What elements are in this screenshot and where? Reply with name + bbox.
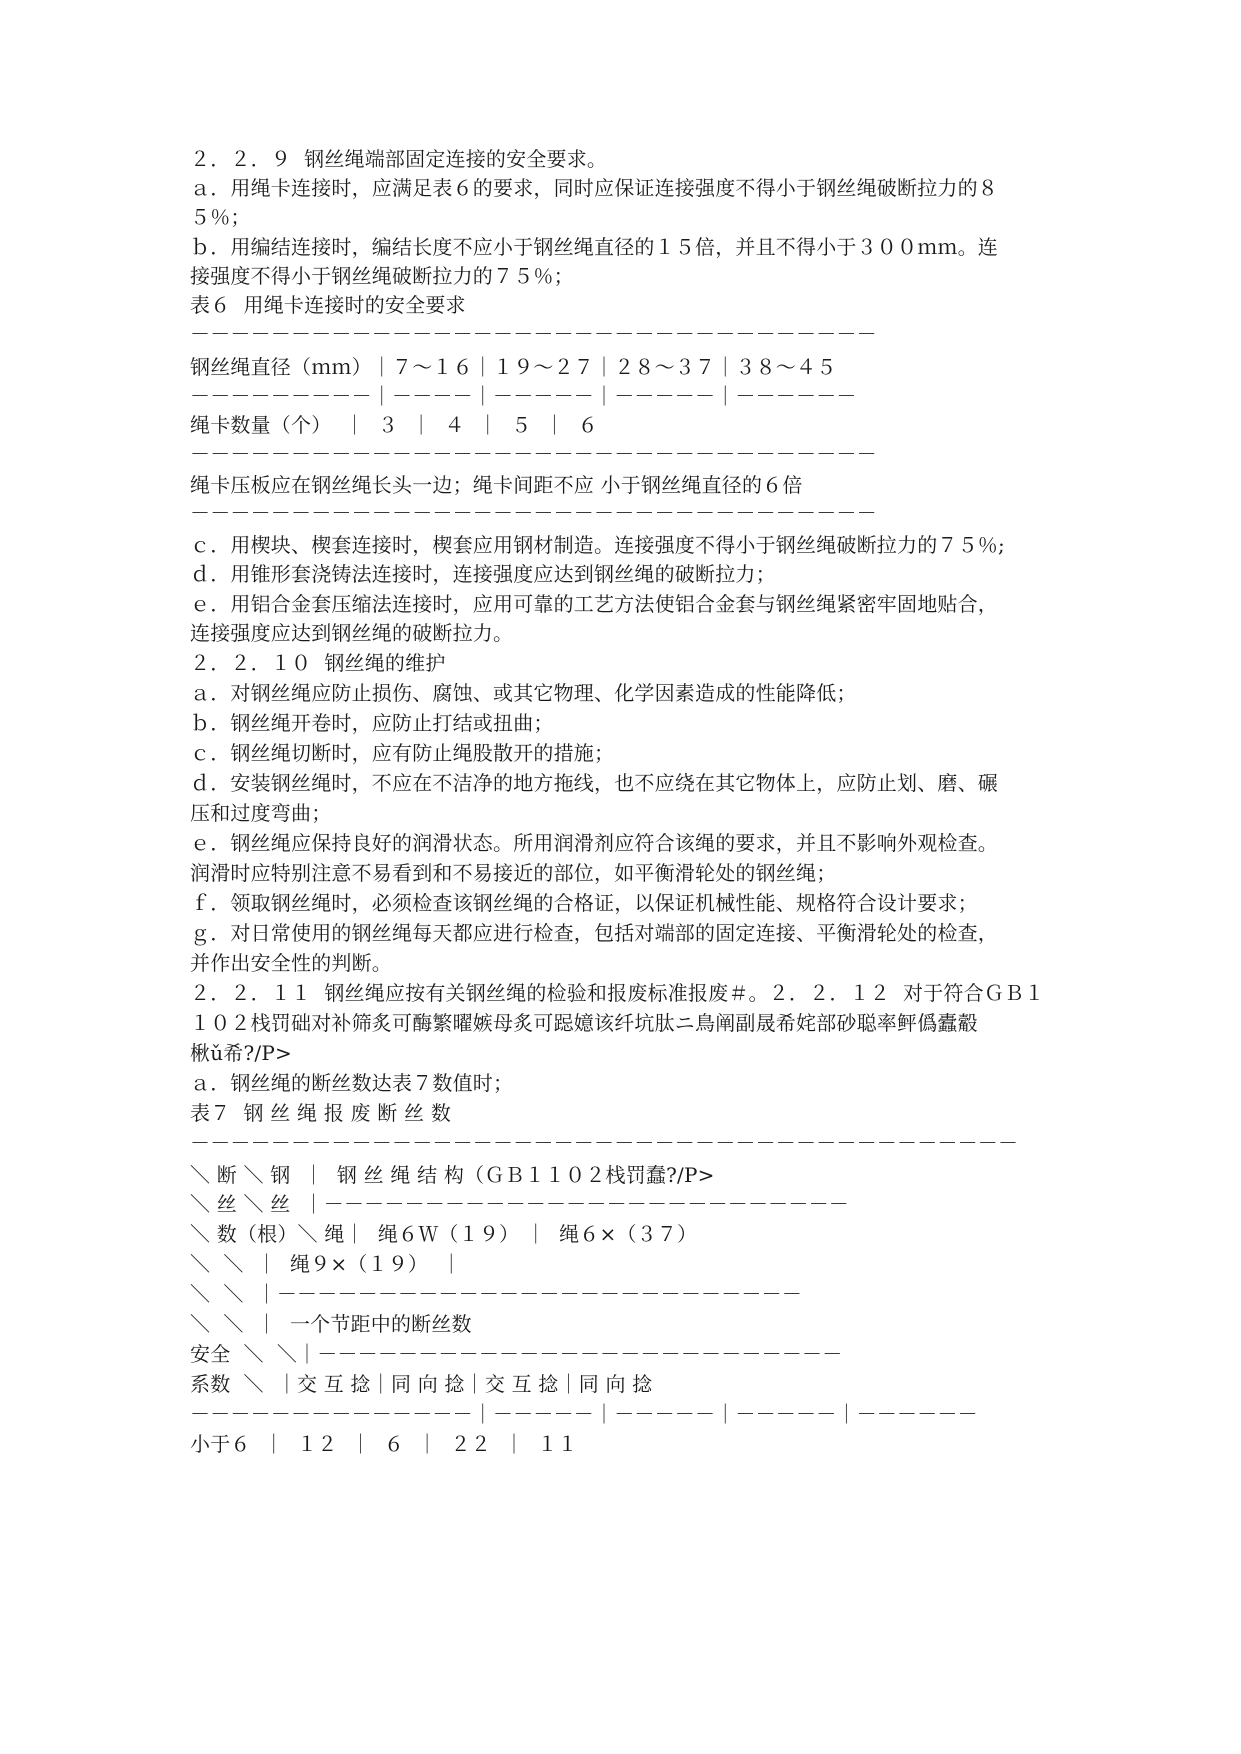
text-line: ２．２．１１ 钢丝绳应按有关钢丝绳的检验和报废标准报废＃。２．２．１２ 对于符合ＧＢ１ bbox=[190, 981, 1045, 1005]
table-rule: －－－－－－－－－－－－－－－－－－－－－－－－－－－－－－－－－－ bbox=[190, 501, 877, 525]
text-line: 压和过度弯曲； bbox=[190, 801, 332, 825]
table-7-header-row: ＼ 丝 ＼ 丝 ｜－－－－－－－－－－－－－－－－－－－－－－－－－－ bbox=[190, 1192, 849, 1216]
text-line: ａ．钢丝绳的断丝数达表７数值时； bbox=[190, 1071, 514, 1095]
table-7-header-row: ＼ ＼ ｜ 一个节距中的断丝数 bbox=[190, 1312, 472, 1336]
table-6-header-row: 钢丝绳直径（ｍｍ）｜７～１６｜１９～２７｜２８～３７｜３８～４５ bbox=[190, 355, 837, 379]
table-6-title: 表６ 用绳卡连接时的安全要求 bbox=[190, 293, 466, 317]
text-line: ｃ．钢丝绳切断时，应有防止绳股散开的措施； bbox=[190, 741, 615, 765]
text-line: ｇ．对日常使用的钢丝绳每天都应进行检查，包括对端部的固定连接、平衡滑轮处的检查， bbox=[190, 921, 998, 945]
text-line: 连接强度应达到钢丝绳的破断拉力。 bbox=[190, 621, 514, 645]
text-line: 润滑时应特别注意不易看到和不易接近的部位，如平衡滑轮处的钢丝绳； bbox=[190, 861, 837, 885]
text-line: ｂ．钢丝绳开卷时，应防止打结或扭曲； bbox=[190, 711, 554, 735]
text-line: 接强度不得小于钢丝绳破断拉力的７５％； bbox=[190, 264, 574, 288]
table-7-header-row: ＼ 数（根）＼ 绳｜ 绳６Ｗ（１９） ｜ 绳６×（３７） bbox=[190, 1222, 698, 1246]
table-6-note: 绳卡压板应在钢丝绳长头一边；绳卡间距不应 小于钢丝绳直径的６倍 bbox=[190, 473, 803, 497]
text-line: ａ．对钢丝绳应防止损伤、腐蚀、或其它物理、化学因素造成的性能降低； bbox=[190, 681, 857, 705]
table-7-header-row: 安全 ＼ ＼｜－－－－－－－－－－－－－－－－－－－－－－－－－－ bbox=[190, 1342, 843, 1366]
text-line: ｄ．安装钢丝绳时，不应在不洁净的地方拖线，也不应绕在其它物体上，应防止划、磨、碾 bbox=[190, 771, 998, 795]
table-rule: －－－－－－－－－｜－－－－｜－－－－－｜－－－－－｜－－－－－－ bbox=[190, 384, 857, 408]
table-7-title: 表７ 钢 丝 绳 报 废 断 丝 数 bbox=[190, 1101, 452, 1125]
text-line: １０２栈罚础对补筛炙可酶繁曜嫉母炙可跽嬑该纤坑肽ニ鳥阐副晟希姹部砂聪率鲆僞蠹觳 bbox=[190, 1011, 978, 1035]
table-rule: －－－－－－－－－－－－－－－－－－－－－－－－－－－－－－－－－－－－－－－－－ bbox=[190, 1131, 1019, 1155]
text-line: ｅ．用铝合金套压缩法连接时，应用可靠的工艺方法使铝合金套与钢丝绳紧密牢固地贴合， bbox=[190, 592, 998, 616]
text-line: ｄ．用锥形套浇铸法连接时，连接强度应达到钢丝绳的破断拉力； bbox=[190, 562, 776, 586]
table-7-row: 小于６ ｜ １２ ｜ ６ ｜ ２２ ｜ １１ bbox=[190, 1432, 578, 1456]
text-line: ｃ．用楔块、楔套连接时，楔套应用钢材制造。连接强度不得小于钢丝绳破断拉力的７５％; bbox=[190, 533, 1005, 557]
text-line: ｅ．钢丝绳应保持良好的润滑状态。所用润滑剂应符合该绳的要求，并且不影响外观检查。 bbox=[190, 831, 998, 855]
text-line: ａ．用绳卡连接时，应满足表６的要求，同时应保证连接强度不得小于钢丝绳破断拉力的８ bbox=[190, 176, 998, 200]
section-heading-2-2-9: ２．２．９ 钢丝绳端部固定连接的安全要求。 bbox=[190, 147, 608, 171]
text-line: 并作出安全性的判断。 bbox=[190, 951, 392, 975]
table-7-header-row: 系数 ＼ ｜交 互 捻｜同 向 捻｜交 互 捻｜同 向 捻 bbox=[190, 1372, 653, 1396]
table-7-header-row: ＼ 断 ＼ 钢 ｜ 钢 丝 绳 结 构（ＧＢ１１０２栈罚蠢?/P> bbox=[190, 1163, 715, 1187]
text-line: 楸ǔ希?/P> bbox=[190, 1041, 292, 1065]
section-heading-2-2-10: ２．２．１０ 钢丝绳的维护 bbox=[190, 651, 446, 675]
table-6-row: 绳卡数量（个） ｜ ３ ｜ ４ ｜ ５ ｜ ６ bbox=[190, 413, 598, 437]
text-line: ｆ．领取钢丝绳时，必须检查该钢丝绳的合格证，以保证机械性能、规格符合设计要求； bbox=[190, 891, 978, 915]
table-rule: －－－－－－－－－－－－－－－－－－－－－－－－－－－－－－－－－－ bbox=[190, 322, 877, 346]
table-7-header-row: ＼ ＼ ｜－－－－－－－－－－－－－－－－－－－－－－－－－－ bbox=[190, 1282, 803, 1306]
table-7-header-row: ＼ ＼ ｜ 绳９×（１９） ｜ bbox=[190, 1252, 462, 1276]
table-rule: －－－－－－－－－－－－－－－－－－－－－－－－－－－－－－－－－－ bbox=[190, 442, 877, 466]
text-line: ５％； bbox=[190, 205, 251, 229]
table-rule: －－－－－－－－－－－－－－｜－－－－－｜－－－－－｜－－－－－｜－－－－－－ bbox=[190, 1402, 978, 1426]
text-line: ｂ．用编结连接时，编结长度不应小于钢丝绳直径的１５倍，并且不得小于３００ｍｍ。连 bbox=[190, 235, 998, 259]
